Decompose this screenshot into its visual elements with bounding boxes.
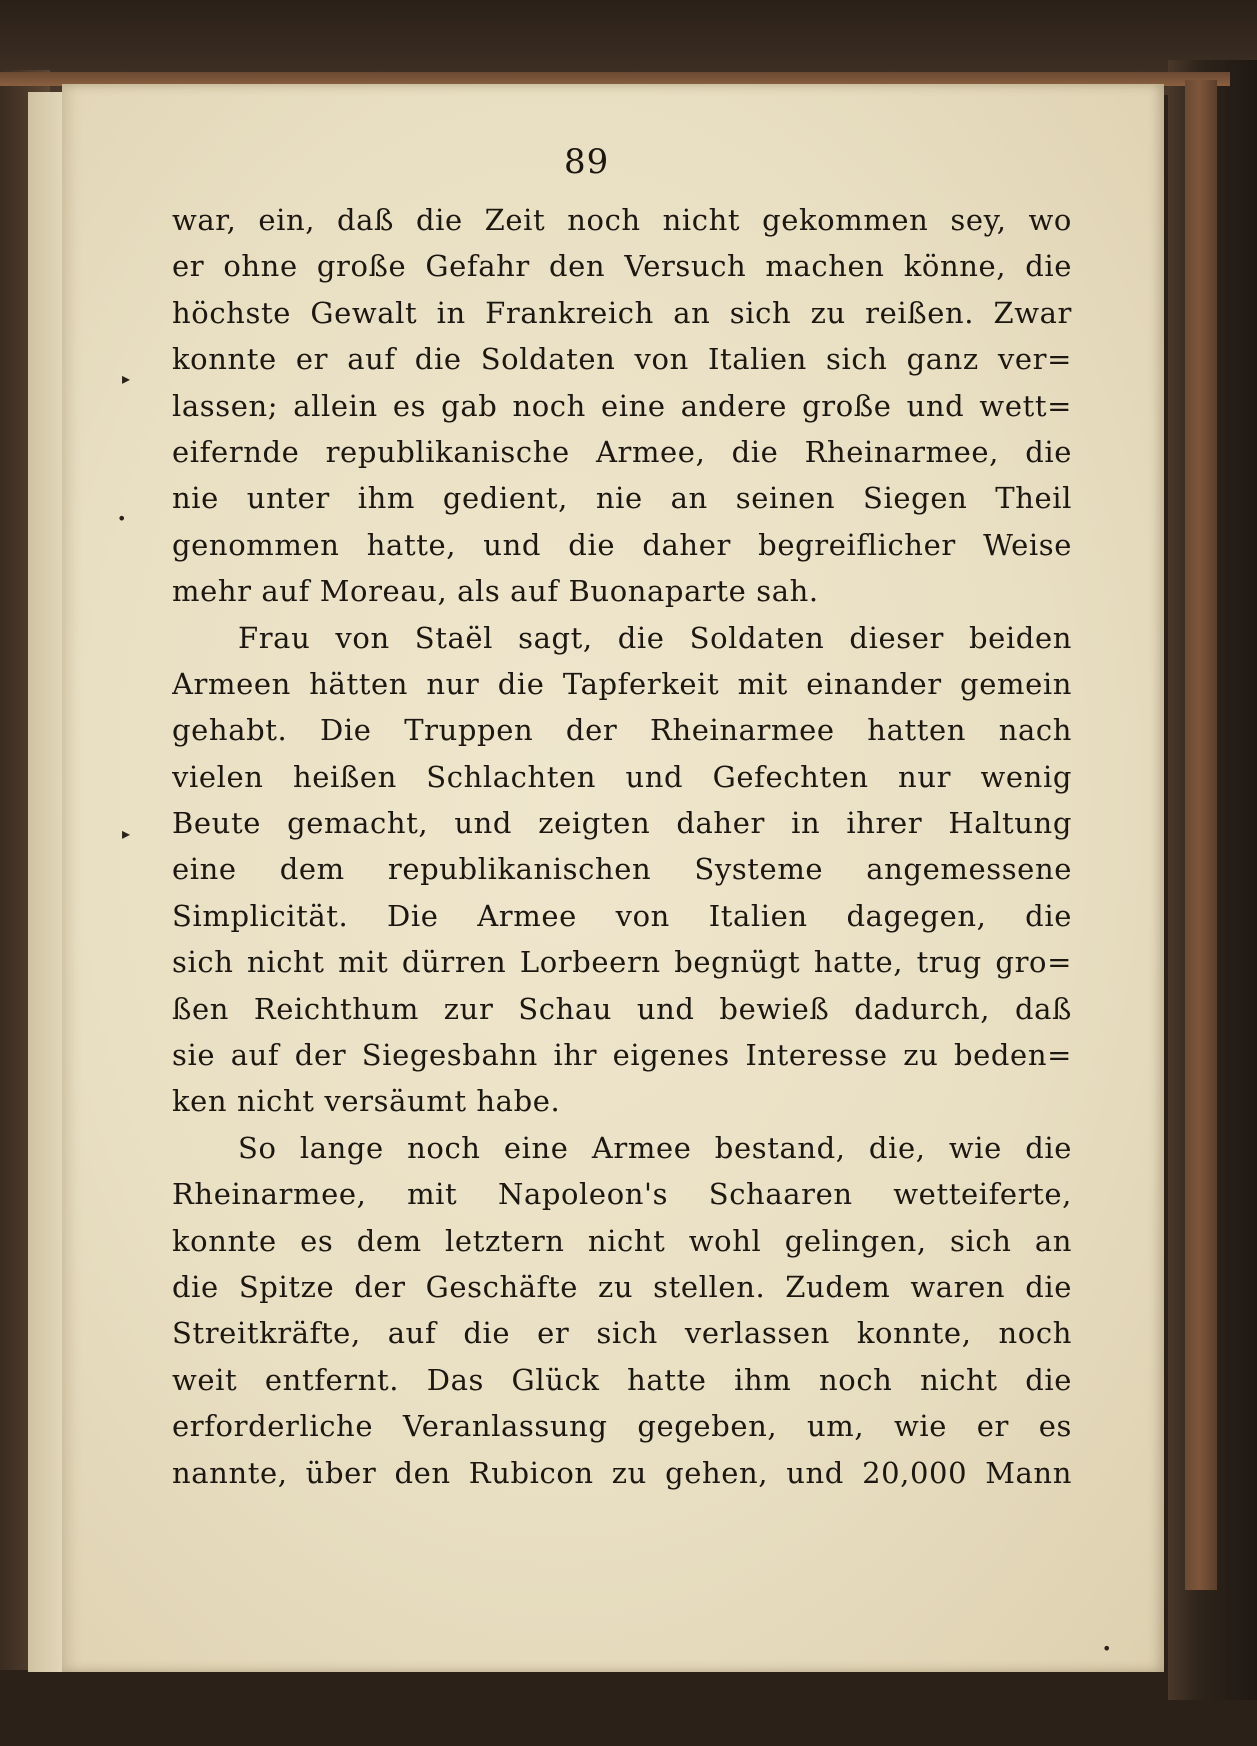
body-text xyxy=(172,197,1072,1496)
text-line: eine dem republikanischen Systeme angemessene xyxy=(172,852,1072,887)
margin-mark-dot: • xyxy=(117,509,127,528)
text-line: er ohne große Gefahr den Versuch machen könne, die xyxy=(172,249,1072,284)
text-line: ken nicht versäumt habe. xyxy=(172,1084,561,1119)
text-line: weit entfernt. Das Glück hatte ihm noch nicht die xyxy=(172,1362,1072,1397)
margin-mark-arrow: ▸ xyxy=(122,824,131,843)
text-line: eifernde republikanische Armee, die Rheinarmee, die xyxy=(172,434,1072,469)
text-line: Armeen hätten nur die Tapferkeit mit einander gemein xyxy=(172,666,1072,701)
text-line: war, ein, daß die Zeit noch nicht gekommen sey, wo xyxy=(172,203,1072,237)
text-line: Streitkräfte, auf die er sich verlassen konnte, noch xyxy=(172,1316,1072,1351)
text-line: nie unter ihm gedient, nie an seinen Siegen Theil xyxy=(172,481,1072,516)
text-line: konnte er auf die Soldaten von Italien sich ganz ver= xyxy=(172,342,1072,377)
text-line: Beute gemacht, und zeigten daher in ihrer Haltung xyxy=(172,806,1072,841)
text-line: nannte, über den Rubicon zu gehen, und 20,000 Mann xyxy=(172,1455,1072,1490)
text-line: Frau von Staël sagt, die Soldaten dieser beiden xyxy=(238,620,1072,655)
text-line: ßen Reichthum zur Schau und bewieß dadurch, daß xyxy=(172,991,1072,1026)
text-line: sie auf der Siegesbahn ihr eigenes Interesse zu beden= xyxy=(172,1038,1072,1073)
leather-edge-right xyxy=(1185,80,1217,1590)
text-line: So lange noch eine Armee bestand, die, wie die xyxy=(238,1130,1072,1165)
text-line: Rheinarmee, mit Napoleon's Schaaren wetteiferte, xyxy=(172,1177,1072,1212)
text-line: lassen; allein es gab noch eine andere große und wett= xyxy=(172,388,1072,423)
text-line: erforderliche Veranlassung gegeben, um, wie er es xyxy=(172,1409,1072,1444)
margin-mark-arrow: ▸ xyxy=(122,369,131,388)
text-line: mehr auf Moreau, als auf Buonaparte sah. xyxy=(172,574,819,609)
margin-mark-dot: • xyxy=(1102,1639,1112,1658)
book-page xyxy=(62,84,1164,1672)
page-number: 89 xyxy=(564,142,610,182)
text-line: genommen hatte, und die daher begreiflicher Weise xyxy=(172,527,1072,562)
text-line: konnte es dem letztern nicht wohl gelingen, sich an xyxy=(172,1223,1072,1258)
text-line: sich nicht mit dürren Lorbeern begnügt hatte, trug gro= xyxy=(172,945,1072,980)
text-line: Simplicität. Die Armee von Italien dagegen, die xyxy=(172,898,1072,933)
text-line: gehabt. Die Truppen der Rheinarmee hatten nach xyxy=(172,713,1072,748)
text-line: die Spitze der Geschäfte zu stellen. Zudem waren die xyxy=(172,1269,1072,1304)
text-line: höchste Gewalt in Frankreich an sich zu reißen. Zwar xyxy=(172,295,1072,330)
text-line: vielen heißen Schlachten und Gefechten nur wenig xyxy=(172,759,1072,794)
